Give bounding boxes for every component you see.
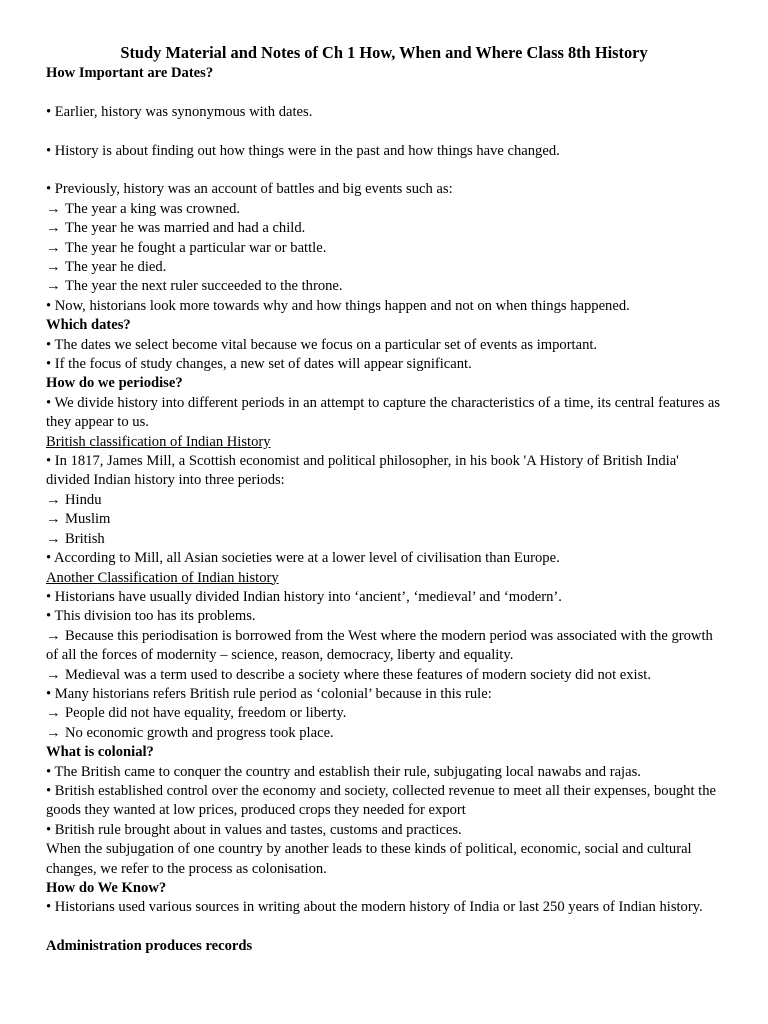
document-title: Study Material and Notes of Ch 1 How, When and Where Class 8th History	[120, 43, 648, 62]
arrow-list-text: The year he fought a particular war or battle.	[65, 239, 327, 256]
right-arrow-icon: →	[46, 259, 61, 276]
right-arrow-icon: →	[46, 511, 61, 528]
subsection-heading: Another Classification of Indian history	[46, 569, 279, 586]
section-heading: How do we periodise?	[46, 375, 183, 392]
right-arrow-icon: →	[46, 705, 61, 722]
arrow-list-text: The year a king was crowned.	[65, 200, 241, 217]
arrow-list-text: People did not have equality, freedom or liberty.	[65, 705, 347, 722]
bullet-item: • Previously, history was an account of battles and big events such as:	[46, 181, 453, 198]
arrow-list-item	[46, 666, 722, 685]
arrow-list-item	[46, 724, 722, 743]
bullet-item: • The dates we select become vital because we focus on a particular set of events as important.	[46, 336, 598, 353]
arrow-list-item	[46, 704, 722, 723]
bullet-item: • Historians have usually divided Indian history into ‘ancient’, ‘medieval’ and ‘modern’.	[46, 588, 562, 605]
bullet-item: • If the focus of study changes, a new set of dates will appear significant.	[46, 356, 472, 373]
subsection-heading: British classification of Indian History	[46, 433, 271, 450]
arrow-list-text: The year he was married and had a child.	[65, 220, 306, 237]
document-body	[46, 64, 722, 957]
blank-line	[46, 161, 722, 180]
bullet-item: • British rule brought about in values and tastes, customs and practices.	[46, 821, 462, 838]
section-heading: How Important are Dates?	[46, 65, 214, 81]
arrow-list-text: Because this periodisation is borrowed from the West where the modern period was associated with the growth of all the forces of modernity – science, reason, democracy, liberty and equality.	[46, 627, 713, 664]
bullet-item: • Historians used various sources in writing about the modern history of India or last 250 years of Indian history.	[46, 899, 703, 916]
section-heading: Administration produces records	[46, 938, 253, 955]
bullet-item: • In 1817, James Mill, a Scottish economist and political philosopher, in his book 'A History of British India' divided Indian history into three periods:	[46, 453, 679, 489]
bullet-item: • According to Mill, all Asian societies were at a lower level of civilisation than Europe.	[46, 550, 560, 567]
right-arrow-icon: →	[46, 491, 61, 508]
arrow-list-item	[46, 239, 722, 258]
bullet-item: • We divide history into different periods in an attempt to capture the characteristics of a time, its central features as they appear to us.	[46, 394, 721, 431]
arrow-list-text: British	[65, 530, 105, 547]
right-arrow-icon: →	[46, 239, 61, 256]
blank-line	[46, 918, 722, 937]
blank-line	[46, 83, 722, 102]
arrow-list-item	[46, 530, 722, 549]
bullet-item: • This division too has its problems.	[46, 608, 256, 625]
section-heading: How do We Know?	[46, 880, 167, 897]
right-arrow-icon: →	[46, 530, 61, 547]
arrow-list-text: Hindu	[65, 491, 102, 508]
right-arrow-icon: →	[46, 278, 61, 295]
arrow-list-text: The year the next ruler succeeded to the throne.	[65, 278, 343, 295]
bullet-item: • Earlier, history was synonymous with dates.	[46, 103, 313, 120]
arrow-list-text: Medieval was a term used to describe a society where these features of modern society did not exist.	[65, 666, 651, 683]
arrow-list-item	[46, 627, 722, 666]
right-arrow-icon: →	[46, 627, 61, 644]
right-arrow-icon: →	[46, 724, 61, 741]
section-heading: What is colonial?	[46, 744, 154, 761]
arrow-list-item	[46, 510, 722, 529]
right-arrow-icon: →	[46, 200, 61, 217]
blank-line	[46, 122, 722, 141]
bullet-item: • History is about finding out how things were in the past and how things have changed.	[46, 142, 560, 159]
right-arrow-icon: →	[46, 666, 61, 683]
arrow-list-text: Muslim	[65, 511, 111, 528]
arrow-list-item	[46, 219, 722, 238]
section-heading: Which dates?	[46, 317, 131, 334]
bullet-item: When the subjugation of one country by another leads to these kinds of political, economic, social and cultural changes, we refer to the process as colonisation.	[46, 841, 692, 877]
right-arrow-icon: →	[46, 220, 61, 237]
arrow-list-item	[46, 491, 722, 510]
arrow-list-item	[46, 200, 722, 219]
arrow-list-text: The year he died.	[65, 259, 167, 276]
arrow-list-item	[46, 258, 722, 277]
arrow-list-text: No economic growth and progress took place.	[65, 724, 334, 741]
arrow-list-item	[46, 277, 722, 296]
bullet-item: • The British came to conquer the country and establish their rule, subjugating local nawabs and rajas.	[46, 763, 641, 780]
bullet-item: • Now, historians look more towards why and how things happen and not on when things happened.	[46, 297, 630, 314]
bullet-item: • British established control over the economy and society, collected revenue to meet all their expenses, bought the goods they wanted at low prices, produced crops they needed for export	[46, 782, 717, 819]
bullet-item: • Many historians refers British rule period as ‘colonial’ because in this rule:	[46, 685, 492, 702]
